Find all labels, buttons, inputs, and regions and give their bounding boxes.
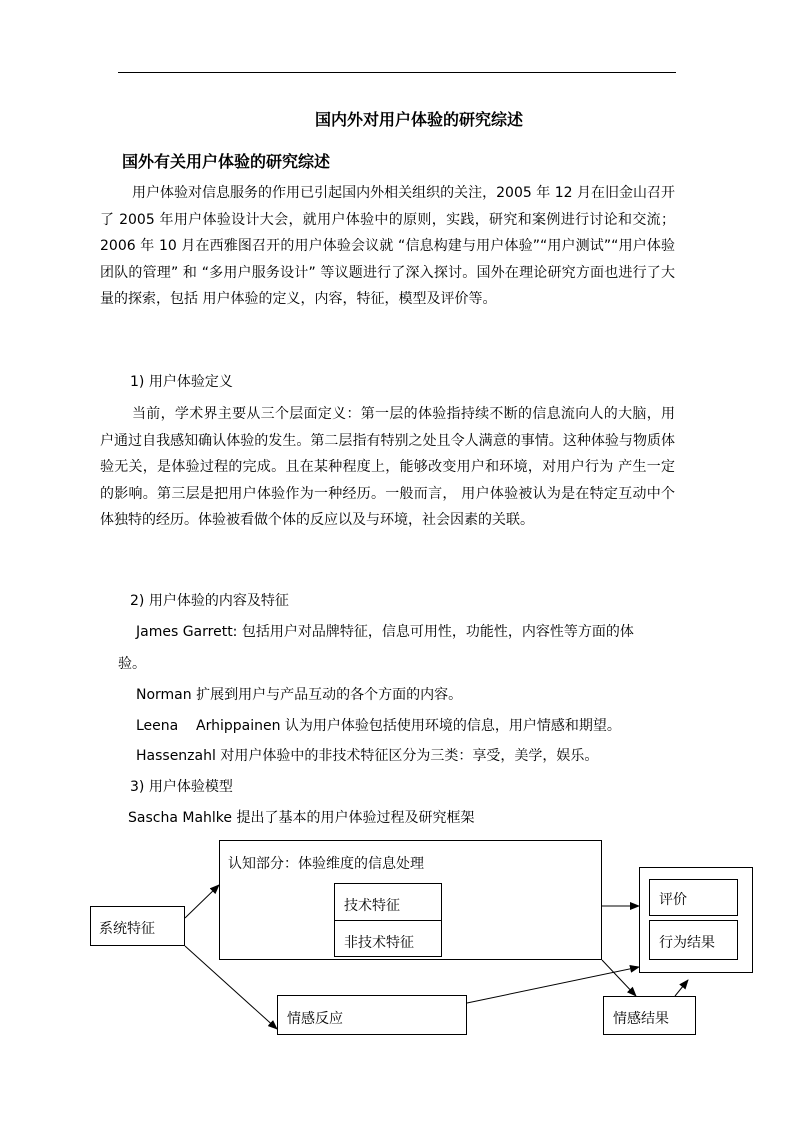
definition-paragraph: 当前，学术界主要从三个层面定义：第一层的体验指持续不断的信息流向人的大脑，用户通过自我感知确认体验的发生。第二层指有特别之处且令人满意的事情。这种体验与物质体验无关，是体验过程的完成。且在某种程度上，能够改变用户和环境，对用户行为 产生一定的影响。第三层是把用户体验作为一种经历。一般而言， 用户体验被认为是在特定互动中个体独特的经历。体验被看做个体的反应以及与环境，社会因素的关联。 xyxy=(100,406,675,529)
cognition-label: 认知部分：体验维度的信息处理 xyxy=(228,856,424,872)
tech-feature-label: 技术特征 xyxy=(344,898,400,914)
emotion-reaction-label: 情感反应 xyxy=(287,1011,343,1027)
page-title: 国内外对用户体验的研究综述 xyxy=(315,110,524,129)
norman-line: Norman 扩展到用户与产品互动的各个方面的内容。 xyxy=(136,687,463,703)
sub2-heading: 2) 用户体验的内容及特征 xyxy=(130,593,289,609)
intro-paragraph: 用户体验对信息服务的作用已引起国内外相关组织的关注，2005 年 12 月在旧金山召开了 2005 年用户体验设计大会，就用户体验中的原则，实践，研究和案例进行讨论和交流；2006 年 10 月在西雅图召开的用户体验会议就 “信息构建与用户体验”“用户测试”“用户体验团队的管理” 和 “多用户服务设计” 等议题进行了深入探讨。国外在理论研究方面也进行了大量的探索，包括 用户体验的定义，内容，特征，模型及评价等。 xyxy=(100,185,675,308)
system-feature-label: 系统特征 xyxy=(99,921,155,937)
leena-line: Leena Arhippainen 认为用户体验包括使用环境的信息，用户情感和期望。 xyxy=(136,718,621,734)
section-heading: 国外有关用户体验的研究综述 xyxy=(122,152,331,171)
hassenzahl-line: Hassenzahl 对用户体验中的非技术特征区分为三类：享受，美学，娱乐。 xyxy=(136,748,599,764)
model-intro: Sascha Mahlke 提出了基本的用户体验过程及研究框架 xyxy=(128,810,475,826)
sub1-heading: 1) 用户体验定义 xyxy=(130,374,233,390)
arrow-cognition-to-emotion-result xyxy=(602,960,636,996)
arrow-system-to-emotion xyxy=(185,946,277,1029)
arrow-system-to-cognition xyxy=(185,885,219,918)
garrett-line: James Garrett: 包括用户对品牌特征，信息可用性，功能性，内容性等方面的体 xyxy=(136,624,634,640)
emotion-result-label: 情感结果 xyxy=(613,1011,669,1027)
nontech-feature-label: 非技术特征 xyxy=(344,935,414,951)
behavior-result-label: 行为结果 xyxy=(659,935,715,951)
garrett-line-cont: 验。 xyxy=(118,656,146,672)
arrow-emotion-result-to-outcome xyxy=(675,980,688,996)
evaluation-label: 评价 xyxy=(659,892,687,908)
sub3-heading: 3) 用户体验模型 xyxy=(130,779,233,795)
